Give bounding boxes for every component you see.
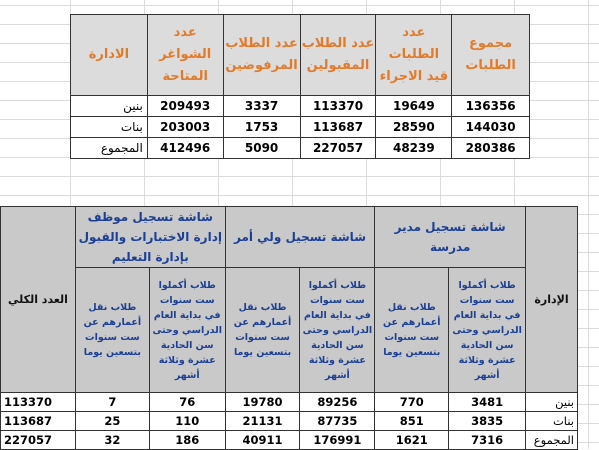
table-cell: 110 [149, 412, 225, 431]
table-cell: 89256 [300, 393, 375, 412]
table-cell: 76 [149, 393, 225, 412]
group-header-row [1, 207, 578, 268]
total-cell: 113687 [1, 412, 76, 431]
table-cell: 25 [75, 412, 149, 431]
table-cell: 209493 [147, 96, 223, 117]
table-row [71, 96, 530, 117]
table-row [1, 412, 578, 431]
header-administration: الادارة [71, 15, 148, 96]
header-total-applications: مجموع الطلبات [452, 15, 530, 96]
table-row [71, 138, 530, 159]
applications-summary-table [70, 14, 530, 159]
table-cell: 203003 [147, 117, 223, 138]
header-administration: الإدارة [526, 207, 578, 393]
row-label: بنات [71, 117, 148, 138]
table-cell: 28590 [376, 117, 452, 138]
table-cell: 32 [75, 431, 149, 450]
table-cell: 21131 [225, 412, 300, 431]
group-header-school-principal: شاشة تسجيل مدير مدرسة [375, 207, 526, 268]
header-rejected-students: عدد الطلاب المرفوضين [223, 15, 300, 96]
group-header-guardian: شاشة تسجيل ولي أمر [225, 207, 375, 268]
sub-header-under-ninety-days: طلاب نقل أعمارهم عن ست سنوات بتسعين يوما [75, 268, 149, 393]
table-cell: 113687 [300, 117, 376, 138]
table-cell: 227057 [300, 138, 376, 159]
table-cell: 7316 [449, 431, 526, 450]
table-row [1, 431, 578, 450]
table-cell: 113370 [300, 96, 376, 117]
table-cell: 48239 [376, 138, 452, 159]
sub-header-six-years: طلاب أكملوا ست سنوات في بداية العام الدراسي وحتى سن الحادية عشرة وثلاثة أشهر [449, 268, 526, 393]
table-cell: 1753 [223, 117, 300, 138]
table-cell: 1621 [375, 431, 449, 450]
table-cell: 19649 [376, 96, 452, 117]
row-label: بنين [526, 393, 578, 412]
row-label: المجموع [526, 431, 578, 450]
table-cell: 136356 [452, 96, 530, 117]
table-cell: 19780 [225, 393, 300, 412]
table-header-row [71, 15, 530, 96]
sub-header-row [1, 268, 578, 393]
total-cell: 113370 [1, 393, 76, 412]
sub-header-six-years: طلاب أكملوا ست سنوات في بداية العام الدراسي وحتى سن الحادية عشرة وثلاثة أشهر [300, 268, 375, 393]
table-cell: 186 [149, 431, 225, 450]
table-cell: 3337 [223, 96, 300, 117]
row-label: بنين [71, 96, 148, 117]
sub-header-under-ninety-days: طلاب نقل أعمارهم عن ست سنوات بتسعين يوما [225, 268, 300, 393]
header-available-vacancies: عدد الشواغر المتاحة [147, 15, 223, 96]
table-cell: 851 [375, 412, 449, 431]
sub-header-under-ninety-days: طلاب نقل أعمارهم عن ست سنوات بتسعين يوما [375, 268, 449, 393]
table-cell: 5090 [223, 138, 300, 159]
row-label: المجموع [71, 138, 148, 159]
table-cell: 87735 [300, 412, 375, 431]
header-total-count: العدد الكلي [1, 207, 76, 393]
table-cell: 770 [375, 393, 449, 412]
table-row [1, 393, 578, 412]
row-label: بنات [526, 412, 578, 431]
table-cell: 412496 [147, 138, 223, 159]
sub-header-six-years: طلاب أكملوا ست سنوات في بداية العام الدراسي وحتى سن الحادية عشرة وثلاثة أشهر [149, 268, 225, 393]
header-pending-applications: عدد الطلبات قيد الاجراء [376, 15, 452, 96]
table-cell: 144030 [452, 117, 530, 138]
header-accepted-students: عدد الطلاب المقبولين [300, 15, 376, 96]
table-cell: 280386 [452, 138, 530, 159]
registration-breakdown-table [0, 206, 578, 450]
table-cell: 7 [75, 393, 149, 412]
table-row [71, 117, 530, 138]
table-cell: 3481 [449, 393, 526, 412]
table-cell: 3835 [449, 412, 526, 431]
table-cell: 40911 [225, 431, 300, 450]
group-header-exams-employee: شاشة تسجيل موظف إدارة الاختبارات والقبول بإدارة التعليم [75, 207, 225, 268]
table-cell: 176991 [300, 431, 375, 450]
total-cell: 227057 [1, 431, 76, 450]
